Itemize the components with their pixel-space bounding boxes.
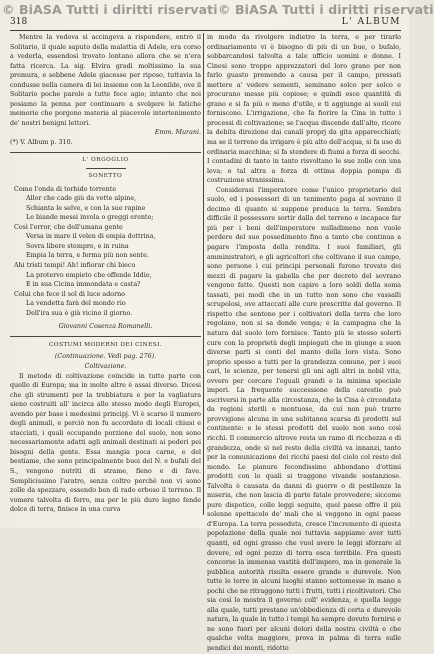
header-rule [10, 30, 401, 31]
poem-line: La vendetta farà del mondo rio [26, 300, 126, 308]
poem-line: Colui che fece il sol di luce adorno [14, 290, 126, 298]
poem-line: Dell'ira sua è già vicino il giorno. [26, 309, 133, 317]
poem-line: Sovra libere stempre, e in ruina [26, 242, 129, 250]
poem-line: Ahi tristi tempi! Ah! infiorar chi bieco [14, 262, 136, 270]
article-continuation: (Continuazione. Vedi pag. 276). [54, 353, 157, 361]
watermark-left: © BiASA Tutti i diritti riservati [2, 2, 218, 17]
article-paragraph: Il metodo di coltivazione coincide in tutto parte con quello di Europa; ma in molte altre è assai diverso. Dicesi che gli strumenti per la trebbiatura e per la vagliatura sieno costruiti all' incirca allo stesso modo degli Europei, avendo per base i medesimi principj. Vi è scarso il numero degli animali, e perciò non fu accordato di locali chiusi e stacciati, i quali occupando porzione del suolo, non sono necessariamente adatti agli animali destinati ai poderi pei bisogni della gente. Essa mangia poca carne, e del bestiame, che sono principalmente buoi del N. e bufali del S., vengono nutriti di strame, fieno e di fave. Semplicissimo l'aratro, senza coltro perchè non vi sono zolle da spezzare, essendo ben di rado erboso il terreno. Il vomere talvolta di ferro, ma per le più duro legno fende dolce di terra, finisce in una curva [10, 372, 201, 514]
poem-line: Così l'error, che dell'umana gente [14, 223, 123, 231]
article-paragraph: Considerasi l'imperatore come l'unico proprietario del suolo, ed i possessori di un tenimento paga al sovrano il decimo di quanto si suppone produca la terra. Sembra difficile il possessore sortir dalla del terreno e incapace far più per i beni dell'imperatore nulladimeno non vuole perdere del suo possedimento fino a tanto che continua a pagare l'imposta della rendita. I suoi familiari, gli amministratori, e gli agricoltori che coltivano il suo campo, sono persone i cui principi personali furono trovate dei mezzi di pagare la gabella che per decreto del sovrano vengono fatte. Questi non capire a loro soldi della soma tassati, pei modi che in un tutto non sono che vassalli scrupolosi, ove attaccati alle cure prescritte dal governo. Il rispetto che sentono per i coltivatori della terra che loro regolano, non si sa donde venga; e la campagna che la natura dal suolo loro fornisce. Tanto più le stesso solerti cure con la proprietà degli impiegati che in giunge a suon diverse parti si conti del manto della loro vista. Sono proprio spesso a tutti per la grandezza comune, per i suoi cari, le scienze, per tenersi gli uni agli altri in nobil vita, ovvero per cercare l'eguali grandi e la minima speciale imperi. La frequente successione della carestie può ascriversi in parte alla circostanza, che la Cina è circondata da regioni sterili e montuose, da cui non può trarre provvigione alcuna in una subitanea scarsa di prodotti sul continente: e le stessi prodotti del suolo non sono così ricchi. Il commercio altrove resta un ramo di ricchezza e di grandezza, onde si nel resto della civiltà va innanzi, tanto per la comunicazione dei ricchi paesi del cielo col resto del mondo. Le pianure fecondissime abbondano d'ottimi prodotti con le quali si traggono vivande sostanziose. Talvolta è causata da danni di guerre o di pestilenze la miseria, che non lascia di parte fatale provvedere; siccome pure dispotico, colle leggi seguite, quel paese offre il più solenne spettacolo de' mali che si veggono in ogni paese d'Europa. La terra posseduta, cresce l'incremento di questa popolazione della quale noi tuttavia sappiamo aver tutti quanti, ed ogni grasso che vuol avere le leggi sforzare al dovere, ed ogni pezzo di terra esca terribile. Fra questi concorse la immensa vastità dell'impero, ma in generale la pubblica autorità risulta essere grande e durevole. Non tutte le terre in alcuni luoghi stanno sottomesse in mano a pochi che ne ritraggono tutti i frutti, tutti i ricoltivatori. Che sia così lo mostra il governo coll' evidenza, e quella legge alla quale, tutti prestano un'obbedienza di certa e durevole natura, la quale in tutto i tempi ha sempre dovuto fornirsi e ne sono fuori per alcuni dolori della nostra civiltà e che qualche volta maggiore, prova in palma di terra sulle pendici dei monti, ridotte [207, 186, 401, 652]
sonnet [14, 185, 201, 319]
watermark-right: © BiASA Tutti i diritti riservati [218, 2, 434, 17]
right-column [207, 33, 401, 654]
story-signature: Emm. Murani. [154, 129, 201, 137]
article-paragraph: in modo da rivolgere indietro la terra, e per tirarlo ordinariamente vi è bisogno di più di un bue, o bufalo, sobbarcandosi talvolta a tale ufficio uomini e donne. I Cinesi sono troppo apprezzatori del loro grano per non farlo guasto premendo a causa per il campo, pressati mettere a' vedere sementi, seminano solco per solco e procurano messe più copiose; e quindi esce quantità di grano e si fa più o meno d'utile, e ti aggiunge ai suoli cui forniscono. L'irrigazione, che fa fiorire la Cina in tutto i processi di coltivazione; se l'acqua discende dall'alto, ricore la debita direzione dai canali proprj da gita apparecchiati; ma se il terreno da irrigare è più alto dell'acqua, si fa uso di ordinaria macchina; si fa stendere di fiumi a forza di secchi. I contadini di tanto in tanto risvoltano le sue zolle con una leva; e tal altra a forza di ottima doppia pompa di costruzione stranissima. [207, 34, 401, 185]
poem-line: La protervo empieto che offende Iddio, [26, 271, 152, 279]
column-divider [203, 33, 204, 515]
poem-line: Come l'onda di torbido torrente [14, 185, 117, 193]
article-subheading: Coltivazione. [84, 362, 127, 370]
left-column [10, 33, 201, 515]
poem-line: E in sua Cicina immondata e casta? [26, 281, 141, 289]
poem-subheading: SONETTO [88, 173, 123, 180]
journal-title: L' ALBUM [341, 17, 401, 27]
poem-line: Schianta le selve, e con la sue rapine [26, 204, 146, 212]
poem-heading: L' ORGOGLIO [82, 156, 129, 163]
poem-line: Le biande messi invola o greggi erente; [26, 214, 154, 222]
poem-line: Allor che cade giù da vette alpine, [26, 195, 137, 203]
article-heading: COSTUMI MODERNI DEI CINESI. [48, 341, 163, 348]
section-separator [10, 336, 201, 337]
poem-line: Versa in mare il velen di empia dottrina, [26, 233, 156, 241]
section-separator [10, 152, 201, 153]
footnote: (*) V. Album p. 310. [10, 139, 73, 147]
page-header [10, 17, 401, 29]
poem-author: Giovanni Cosenza Romanelli. [58, 323, 153, 331]
page-number: 318 [10, 17, 28, 27]
poem-heading-rule [86, 168, 126, 169]
poem-line: Empia la terra, e ferma più non sente. [26, 252, 149, 260]
story-paragraph: Mentre la vedova si accingeva a rispondere, entrò il Solitario, il quale saputo della malattia di Adele, era corso a vederla, essendosi trovato lontano allora che se n'era fatta ricerca. La sig. Elvira gradì moltissimo la sua premura, e sebbene Adele giacesse per riposo, tuttavia la condusse nella camera di lei insieme con la Leonilde, ove il Solitario poche parole a tutte fece agio; intanto che noi posiamo la penna per continuare a svolgere le fatiche memorie che porgono materia al piacevole intertenimento de' nostri benigni lettori. [10, 34, 201, 127]
